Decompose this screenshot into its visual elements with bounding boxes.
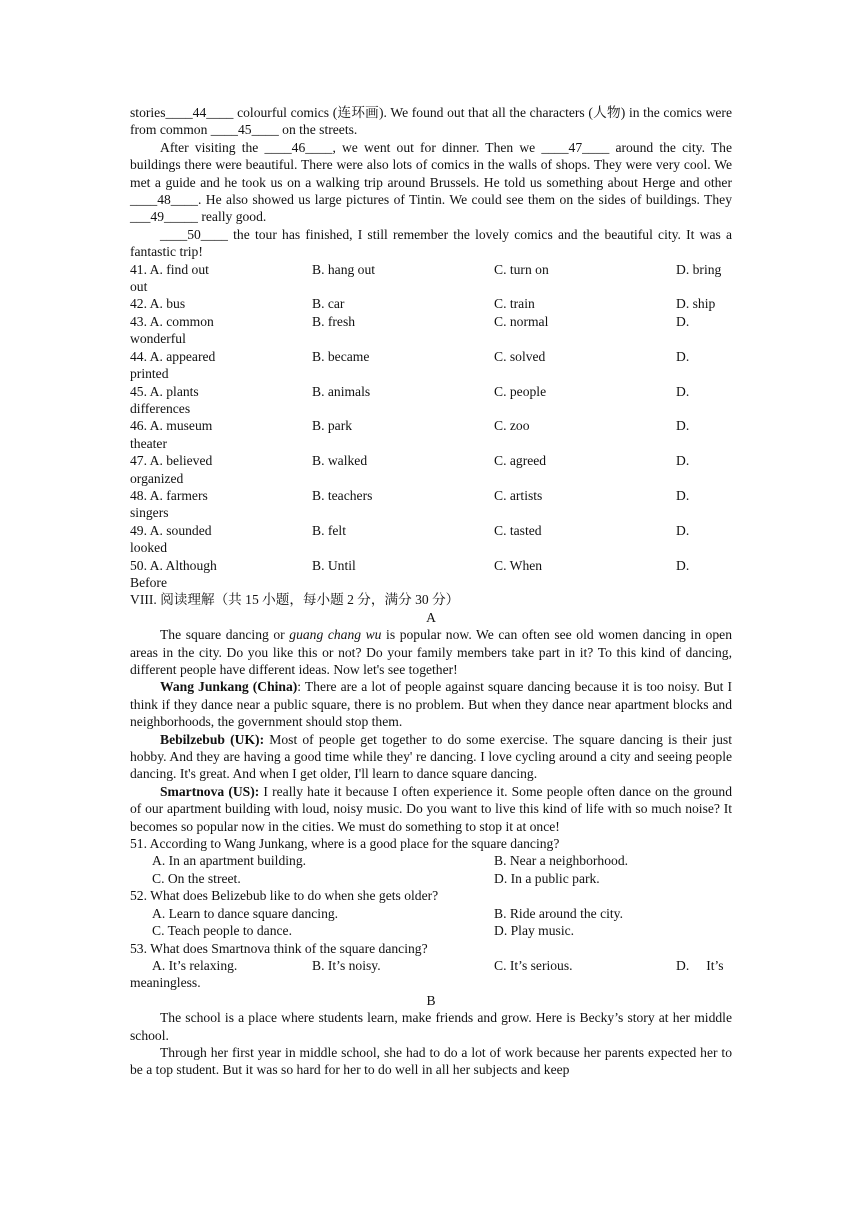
option-c: C. train	[494, 296, 535, 312]
option-b: B. hang out	[312, 261, 376, 277]
option-row	[130, 452, 732, 469]
option: A. It’s relaxing.	[152, 957, 238, 973]
option-d: D.	[676, 522, 690, 538]
option-a: 45. A. plants	[130, 383, 199, 399]
option-c: C. normal	[494, 313, 549, 329]
option-d-wrap: out	[130, 279, 148, 295]
option-d-wrap: Before	[130, 574, 167, 590]
passage-a-label: A	[426, 609, 436, 625]
option-b: B. teachers	[312, 487, 373, 503]
option-a: 47. A. believed	[130, 453, 213, 469]
option-a: 41. A. find out	[130, 261, 209, 277]
option-a: 50. A. Although	[130, 557, 217, 573]
question-51: 51. According to Wang Junkang, where is a good place for the square dancing?	[130, 836, 560, 852]
cloze-paragraph-3: ____50____ the tour has finished, I still remember the lovely comics and the beautiful city. It was a fantastic trip!	[130, 226, 732, 260]
intro-italic: guang chang wu	[289, 627, 382, 643]
question-52: 52. What does Belizebub like to do when she gets older?	[130, 888, 439, 904]
option: C. On the street.	[152, 870, 241, 886]
question-51-options-row-1	[130, 852, 732, 869]
option: B. Near a neighborhood.	[494, 853, 629, 869]
option: A. In an apartment building.	[152, 853, 307, 869]
option-c: C. agreed	[494, 453, 547, 469]
option-d: D.	[676, 557, 690, 573]
option-a: 49. A. sounded	[130, 522, 212, 538]
option-b: B. car	[312, 296, 345, 312]
option: D. Play music.	[494, 923, 575, 939]
option-a: 48. A. farmers	[130, 487, 208, 503]
option: C. Teach people to dance.	[152, 923, 292, 939]
option-c: C. When	[494, 557, 543, 573]
option-c: C. solved	[494, 348, 546, 364]
document-page	[130, 104, 732, 1079]
option-b: B. Until	[312, 557, 356, 573]
option-d-wrap: organized	[130, 470, 184, 486]
option: D. It’s	[676, 957, 724, 973]
question-53-options	[130, 957, 732, 974]
cloze-paragraph-2: After visiting the ____46____, we went out for dinner. Then we ____47____ around the city. The buildings there were beautiful. There were also lots of comics in the walls of shops. They were very cool. We met a guide and he took us on a walking trip around Brussels. He told us something about Herge and other ____48____. He also showed us large pictures of Tintin. We could see them on the sides of buildings. They ___49_____ really good.	[130, 139, 732, 225]
option-row	[130, 417, 732, 434]
option-b: B. fresh	[312, 313, 356, 329]
option-c: C. turn on	[494, 261, 549, 277]
option-a: 44. A. appeared	[130, 348, 216, 364]
option-d: D.	[676, 383, 690, 399]
passage-b-label: B	[426, 992, 436, 1008]
question-51-options-row-2	[130, 870, 732, 887]
cloze-paragraph-1: stories____44____ colourful comics (连环画). We found out that all the characters (人物) in the comics were from common ____45____ on the streets.	[130, 105, 732, 138]
option-d: D.	[676, 348, 690, 364]
option: D. In a public park.	[494, 870, 600, 886]
option-d-wrap: differences	[130, 400, 191, 416]
option-c: C. artists	[494, 487, 543, 503]
option-row	[130, 261, 732, 278]
option-c: C. tasted	[494, 522, 542, 538]
speaker-1-text: : There are a lot of people against square dancing because it is too noisy. But I think if they dance near a public square, there is no problem. But when they dance near apartment blocks and neighborhoods, the government should stop them.	[130, 679, 732, 730]
option-row	[130, 487, 732, 504]
option-d: D.	[676, 453, 690, 469]
option-b: B. felt	[312, 522, 346, 538]
option: B. It’s noisy.	[312, 957, 381, 973]
option-d-wrap: wonderful	[130, 331, 186, 347]
question-52-options-row-1	[130, 905, 732, 922]
option-b: B. park	[312, 418, 353, 434]
intro-text: The square dancing or	[160, 627, 290, 643]
speaker-2-name: Bebilzebub (UK):	[160, 731, 265, 747]
question-53: 53. What does Smartnova think of the square dancing?	[130, 940, 428, 956]
passage-b-paragraph-1: The school is a place where students learn, make friends and grow. Here is Becky’s story at her middle school.	[130, 1010, 732, 1043]
option: A. Learn to dance square dancing.	[152, 905, 339, 921]
question-53-option-d-wrap: meaningless.	[130, 975, 201, 991]
cloze-options	[130, 261, 732, 592]
speaker-2-text: Most of people get together to do some exercise. The square dancing is their just hobby. And they are having a good time while they' re dancing. I love cycling around a city and seeing people dancing. It's great. And when I get older, I'll learn to dance square dancing.	[130, 731, 732, 782]
speaker-3-name: Smartnova (US):	[160, 783, 260, 799]
option: B. Ride around the city.	[494, 905, 623, 921]
option-d-wrap: looked	[130, 540, 167, 556]
section-heading: VIII. 阅读理解（共 15 小题，每小题 2 分，满分 30 分）	[130, 592, 460, 608]
passage-b-paragraph-2: Through her first year in middle school, she had to do a lot of work because her parents expected her to be a top student. But it was so hard for her to do well in all her subjects and keep	[130, 1044, 732, 1078]
option-d-wrap: printed	[130, 366, 169, 382]
option-row	[130, 295, 732, 312]
option-d: D.	[676, 487, 690, 503]
speaker-3-paragraph	[130, 783, 732, 835]
option-b: B. animals	[312, 383, 371, 399]
option-b: B. walked	[312, 453, 368, 469]
speaker-2-paragraph	[130, 731, 732, 783]
option: C. It’s serious.	[494, 957, 573, 973]
option-d: D.	[676, 418, 690, 434]
option-d-wrap: singers	[130, 505, 169, 521]
option-c: C. zoo	[494, 418, 530, 434]
option-a: 42. A. bus	[130, 296, 186, 312]
option-c: C. people	[494, 383, 547, 399]
option-d: D. bring	[676, 261, 722, 277]
option-b: B. became	[312, 348, 370, 364]
option-row	[130, 522, 732, 539]
passage-a-intro	[130, 626, 732, 678]
option-d: D. ship	[676, 296, 716, 312]
option-row	[130, 348, 732, 365]
option-a: 43. A. common	[130, 313, 214, 329]
speaker-1-name: Wang Junkang (China)	[160, 679, 298, 695]
question-52-options-row-2	[130, 922, 732, 939]
option-row	[130, 313, 732, 330]
speaker-3-text: I really hate it because I often experience it. Some people often dance on the ground of our apartment building with loud, noisy music. Do you want to live this kind of life with so much noise? It becomes so popular now in the cities. We must do something to stop it at once!	[130, 783, 732, 834]
option-d: D.	[676, 313, 690, 329]
option-d-wrap: theater	[130, 435, 167, 451]
option-row	[130, 383, 732, 400]
option-a: 46. A. museum	[130, 418, 213, 434]
option-row	[130, 557, 732, 574]
intro-text-2: is popular now. We can often see old women dancing in open areas in the city. Do you like this or not? Do your family members take part in it? To this kind of dancing, different people have different ideas. Now let's see together!	[130, 627, 732, 677]
speaker-1-paragraph	[130, 678, 732, 730]
